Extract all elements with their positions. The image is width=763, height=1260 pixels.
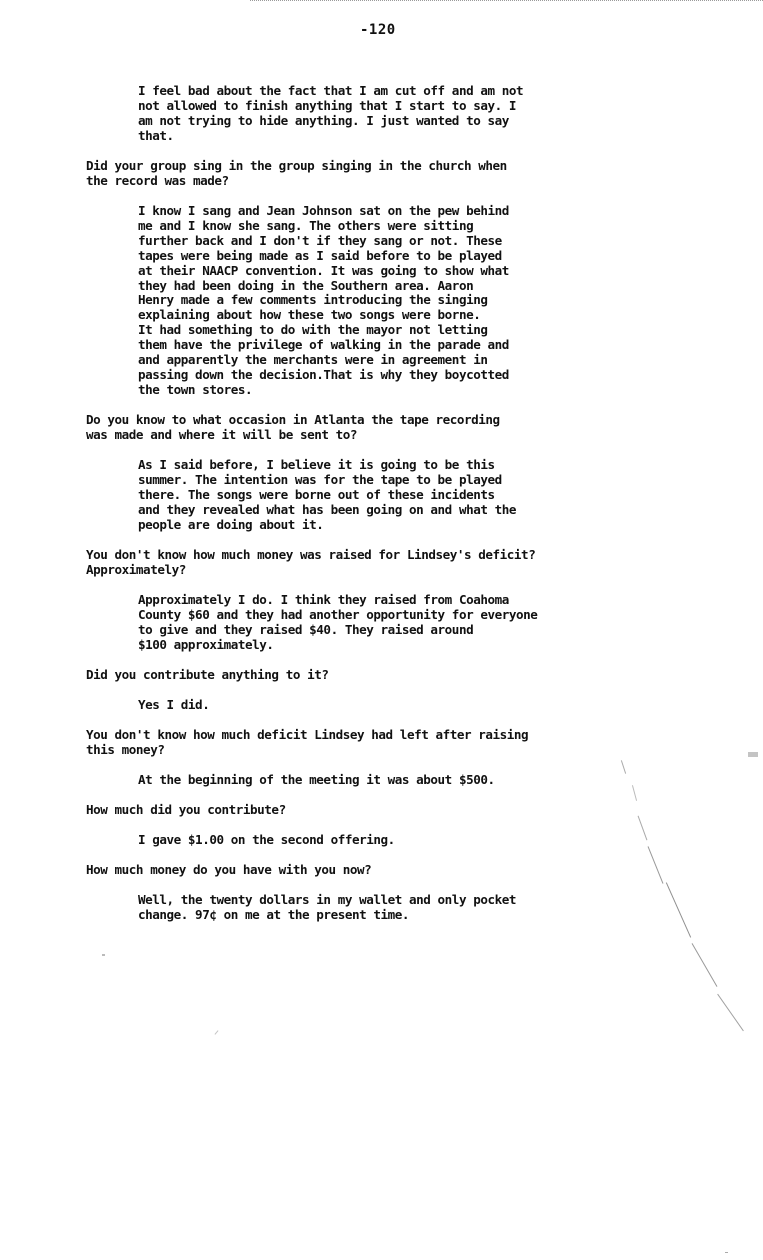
answer-paragraph: Yes I did. xyxy=(138,697,210,712)
question-paragraph: You don't know how much deficit Lindsey had left after raising this money? xyxy=(86,727,529,757)
scan-mark xyxy=(648,846,664,883)
page-number: -120 xyxy=(360,22,396,38)
scan-mark xyxy=(215,1030,219,1034)
answer-paragraph: At the beginning of the meeting it was about $500. xyxy=(138,772,495,787)
question-paragraph: How much money do you have with you now? xyxy=(86,862,372,877)
answer-paragraph: Approximately I do. I think they raised from Coahoma County $60 and they had another opportunity for everyone to give and they raised $40. They raised around $100 approximately. xyxy=(138,592,538,652)
answer-paragraph: I gave $1.00 on the second offering. xyxy=(138,832,395,847)
answer-paragraph: Well, the twenty dollars in my wallet and only pocket change. 97¢ on me at the present time. xyxy=(138,892,517,922)
top-dotted-rule xyxy=(250,0,763,1)
question-paragraph: Did you contribute anything to it? xyxy=(86,667,329,682)
question-paragraph: Do you know to what occasion in Atlanta the tape recording was made and where it will be sent to? xyxy=(86,412,500,442)
answer-paragraph: I know I sang and Jean Johnson sat on the pew behind me and I know she sang. The others were sitting further back and I don't if they sang or not. These tapes were being made as I said before to be played at their NAACP convention. It was going to show what they had been doing in the Southern area. Aaron Henry made a few comments introducing the singing explaining about how these two songs were borne. It had something to do with the mayor not letting them have the privilege of walking in the parade and and apparently the merchants were in agreement in passing down the decision.That is why they boycotted the town stores. xyxy=(138,203,509,397)
answer-paragraph: I feel bad about the fact that I am cut off and am not not allowed to finish anything that I start to say. I am not trying to hide anything. I just wanted to say that. xyxy=(138,83,524,143)
question-paragraph: You don't know how much money was raised for Lindsey's deficit? Approximately? xyxy=(86,547,536,577)
scan-mark xyxy=(102,954,105,956)
scan-mark xyxy=(666,882,691,937)
answer-paragraph: As I said before, I believe it is going to be this summer. The intention was for the tape to be played there. The songs were borne out of these incidents and they revealed what has been going on and what the people are doing about it. xyxy=(138,457,517,532)
question-paragraph: How much did you contribute? xyxy=(86,802,286,817)
scan-mark xyxy=(748,752,758,757)
scan-mark xyxy=(725,1252,728,1253)
scan-mark xyxy=(632,785,637,801)
scan-mark xyxy=(638,816,648,841)
scan-mark xyxy=(717,994,744,1031)
scan-mark xyxy=(692,943,718,987)
question-paragraph: Did your group sing in the group singing in the church when the record was made? xyxy=(86,158,507,188)
scan-mark xyxy=(621,760,626,774)
